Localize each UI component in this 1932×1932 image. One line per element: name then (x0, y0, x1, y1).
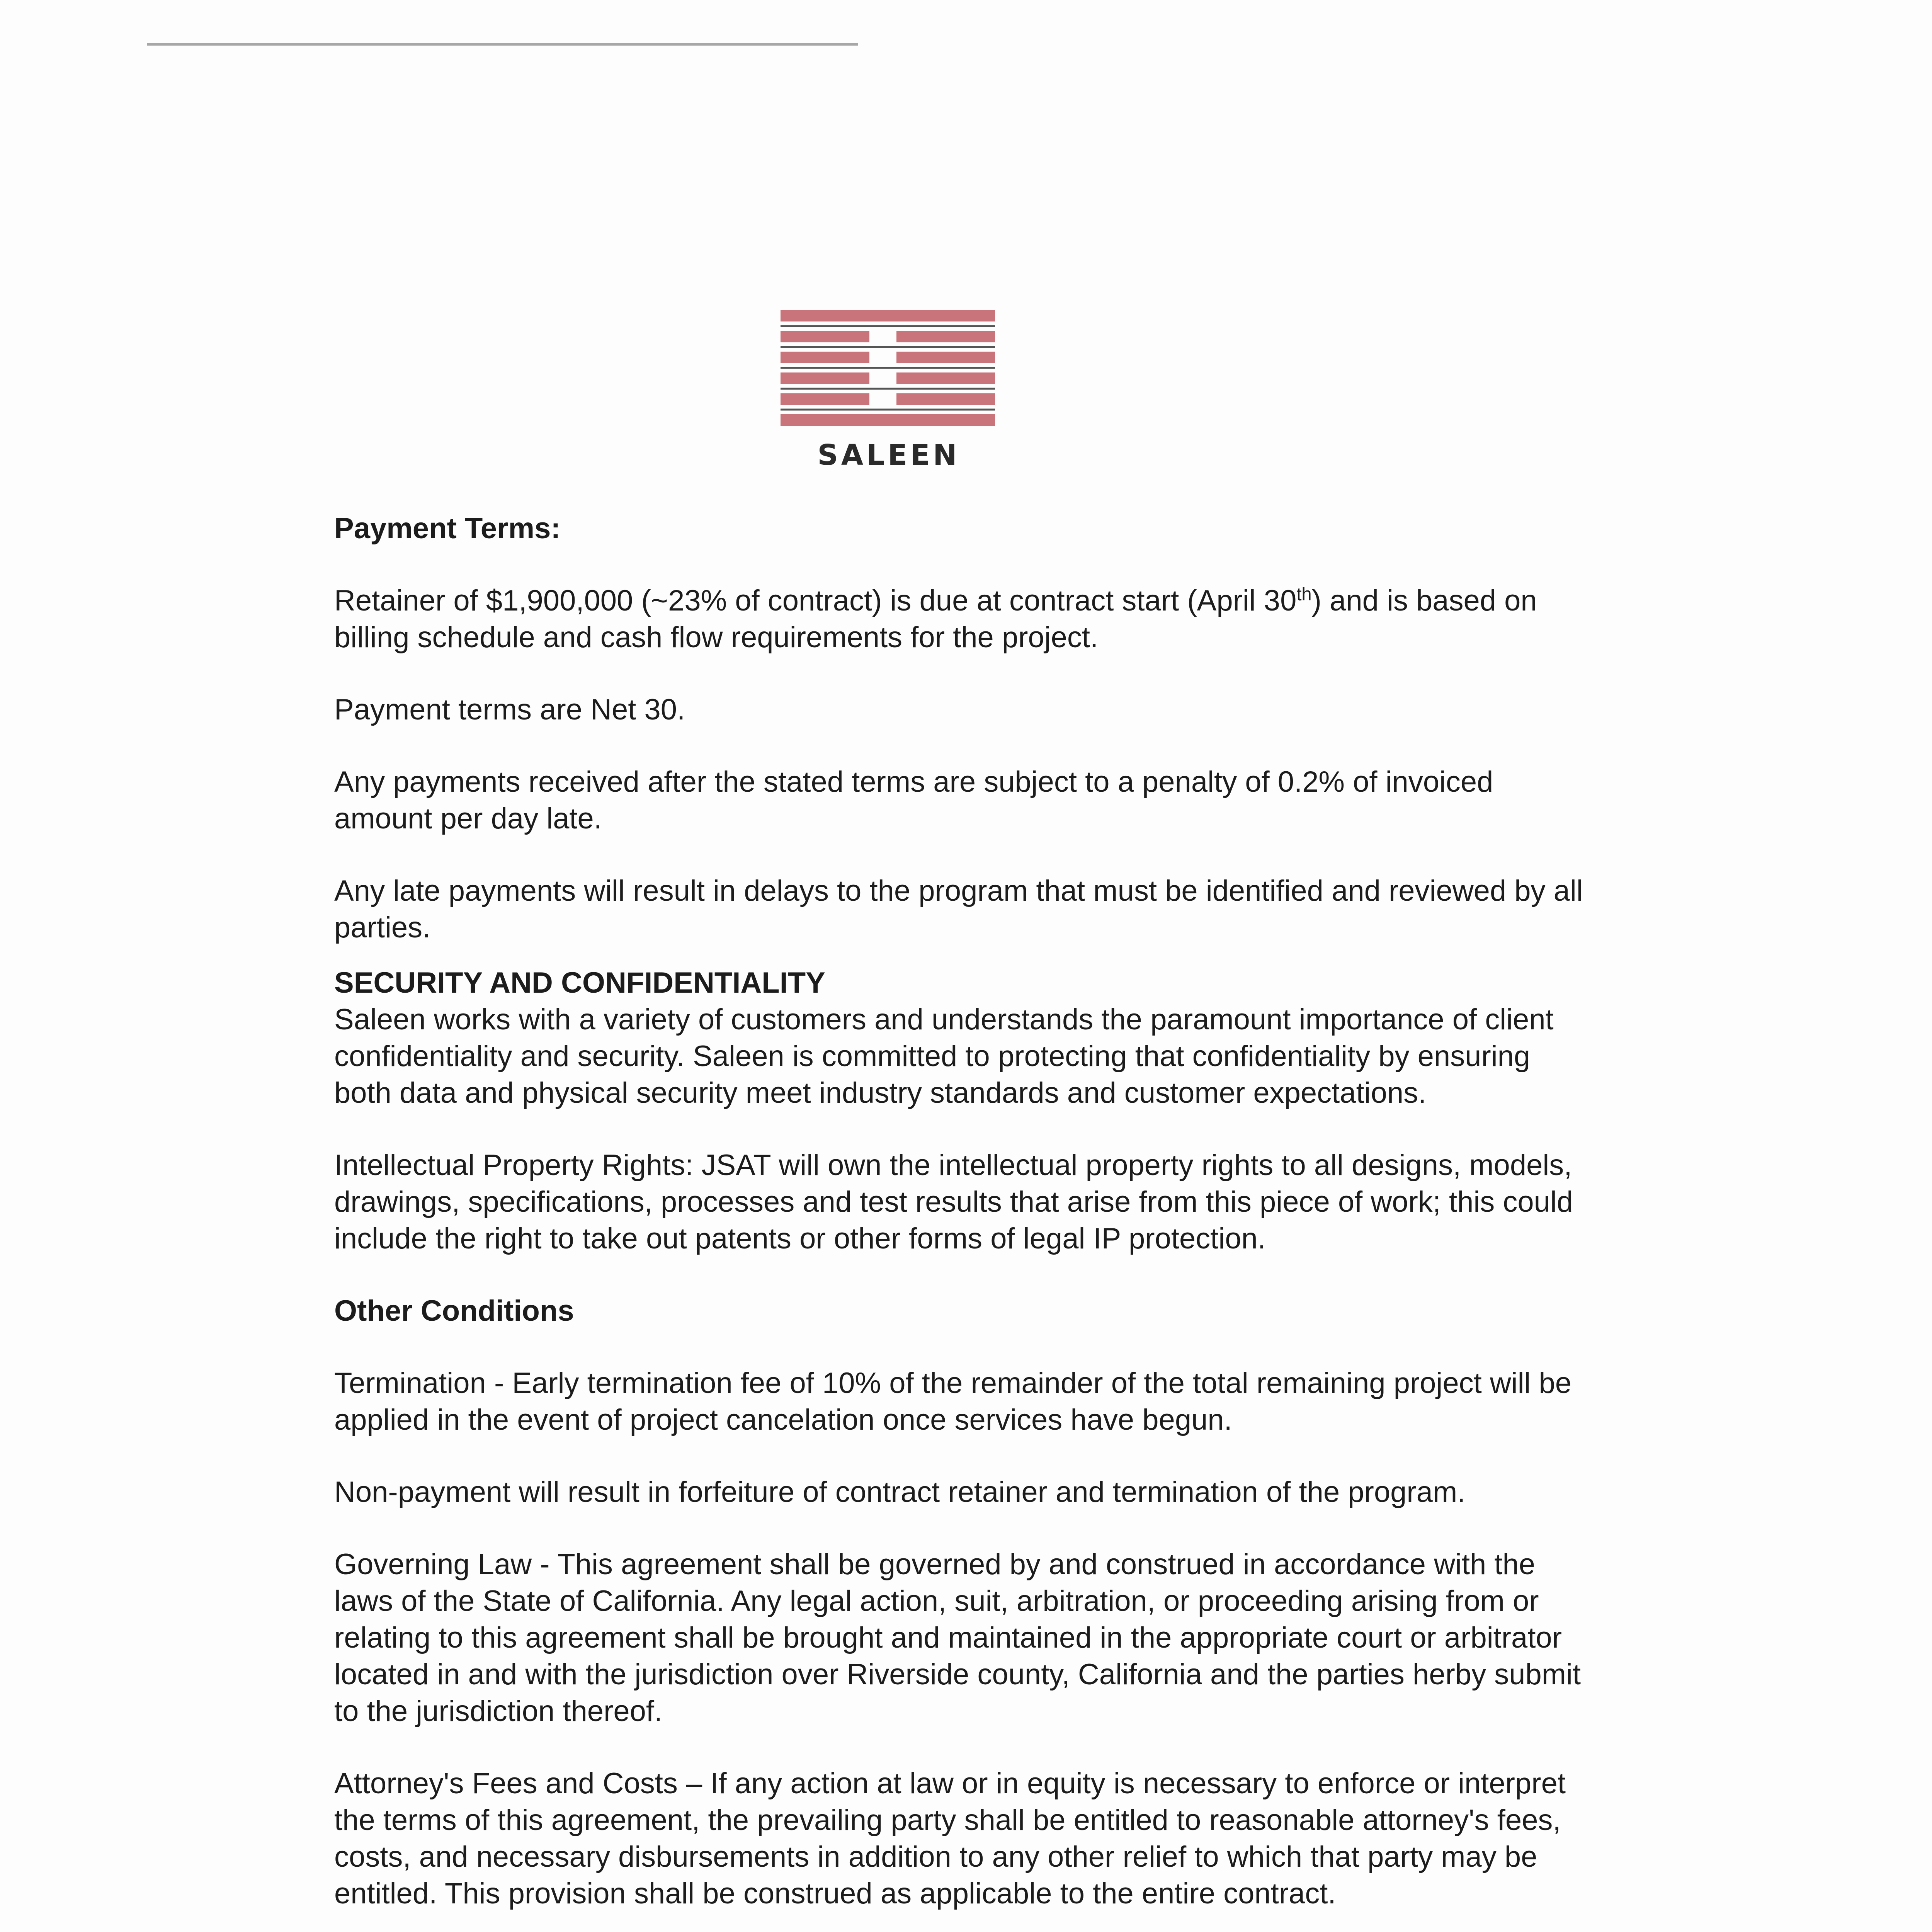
penalty-paragraph: Any payments received after the stated terms are subject to a penalty of 0.2% of invoiced amount per day late. (334, 765, 1493, 835)
scan-line-top (147, 43, 858, 46)
late-payment-paragraph: Any late payments will result in delays to the program that must be identified and reviewed by all parties. (334, 874, 1583, 944)
attorney-fees-paragraph: Attorney's Fees and Costs – If any action at law or in equity is necessary to enforce or interpret the terms of this agreement, the prevailing party shall be entitled to reasonable attorney's fees, costs, and necessary disbursements in addition to any other relief to which that party may be entitled. This provision shall be construed as applicable to the entire contract. (334, 1767, 1566, 1910)
governing-law-paragraph: Governing Law - This agreement shall be governed by and construed in accordance with the laws of the State of California. Any legal action, suit, arbitration, or proceeding arising from or relating to this agreement shall be brought and maintained in the appropriate court or arbitrator located in and with the jurisdiction over Riverside county, California and the parties herby submit to the jurisdiction thereof. (334, 1548, 1581, 1728)
termination-paragraph: Termination - Early termination fee of 10% of the remainder of the total remaining project will be applied in the event of project cancelation once services have begun. (334, 1367, 1572, 1436)
retainer-paragraph: Retainer of $1,900,000 (~23% of contract) is due at contract start (April 30th) and is based on billing schedule and cash flow requirements for the project. (334, 583, 1537, 654)
nonpayment-paragraph: Non-payment will result in forfeiture of contract retainer and termination of the program. (334, 1476, 1466, 1509)
security-paragraph: Saleen works with a variety of customers and understands the paramount importance of client confidentiality and security. Saleen is committed to protecting that confidentiality by ensuring both data and physical security meet industry standards and customer expectations. (334, 1003, 1554, 1109)
net-terms-paragraph: Payment terms are Net 30. (334, 693, 685, 726)
payment-terms-heading: Payment Terms: (334, 512, 561, 545)
ip-rights-paragraph: Intellectual Property Rights: JSAT will own the intellectual property rights to all designs, models, drawings, specifications, processes and test results that arise from this piece of work; this could include the right to take out patents or other forms of legal IP protection. (334, 1149, 1573, 1255)
document-body (334, 510, 1594, 1912)
logo-wordmark: SALEEN (817, 439, 960, 472)
security-heading: SECURITY AND CONFIDENTIALITY (334, 966, 825, 999)
other-conditions-heading: Other Conditions (334, 1294, 574, 1327)
